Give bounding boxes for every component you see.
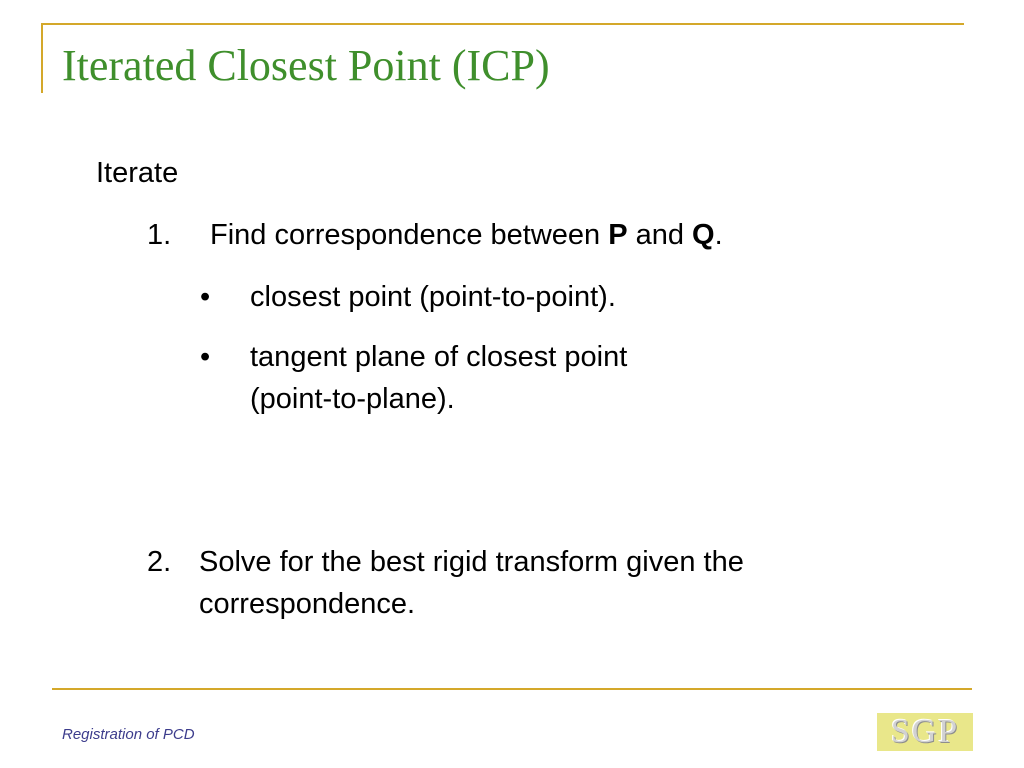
footer-text: Registration of PCD xyxy=(62,726,195,743)
step-1-q: Q xyxy=(692,219,715,251)
intro-text: Iterate xyxy=(96,157,179,189)
bullet-2-text-line-1: tangent plane of closest point xyxy=(250,341,628,373)
step-1-and: and xyxy=(627,219,693,251)
step-2-text-line-1: Solve for the best rigid transform given the xyxy=(199,546,744,578)
step-1-text xyxy=(210,214,723,256)
bullet-1-marker: • xyxy=(200,281,211,313)
bullet-2-marker: • xyxy=(200,341,211,373)
footer-rule xyxy=(52,688,972,690)
bullet-1-text: closest point (point-to-point). xyxy=(250,281,616,313)
title-vertical-rule xyxy=(41,23,43,93)
step-2-number: 2. xyxy=(147,546,172,578)
step-1-p: P xyxy=(608,219,628,251)
title-horizontal-rule xyxy=(41,23,964,25)
step-1-number: 1. xyxy=(147,219,172,251)
step-2-text-line-2: correspondence. xyxy=(199,588,416,620)
slide-title: Iterated Closest Point (ICP) xyxy=(62,41,550,90)
sgp-logo: SGP xyxy=(877,713,973,751)
bullet-2-text-line-2: (point-to-plane). xyxy=(250,383,455,415)
step-1-text-prefix: Find correspondence between xyxy=(210,219,609,251)
step-1-end: . xyxy=(714,219,723,251)
